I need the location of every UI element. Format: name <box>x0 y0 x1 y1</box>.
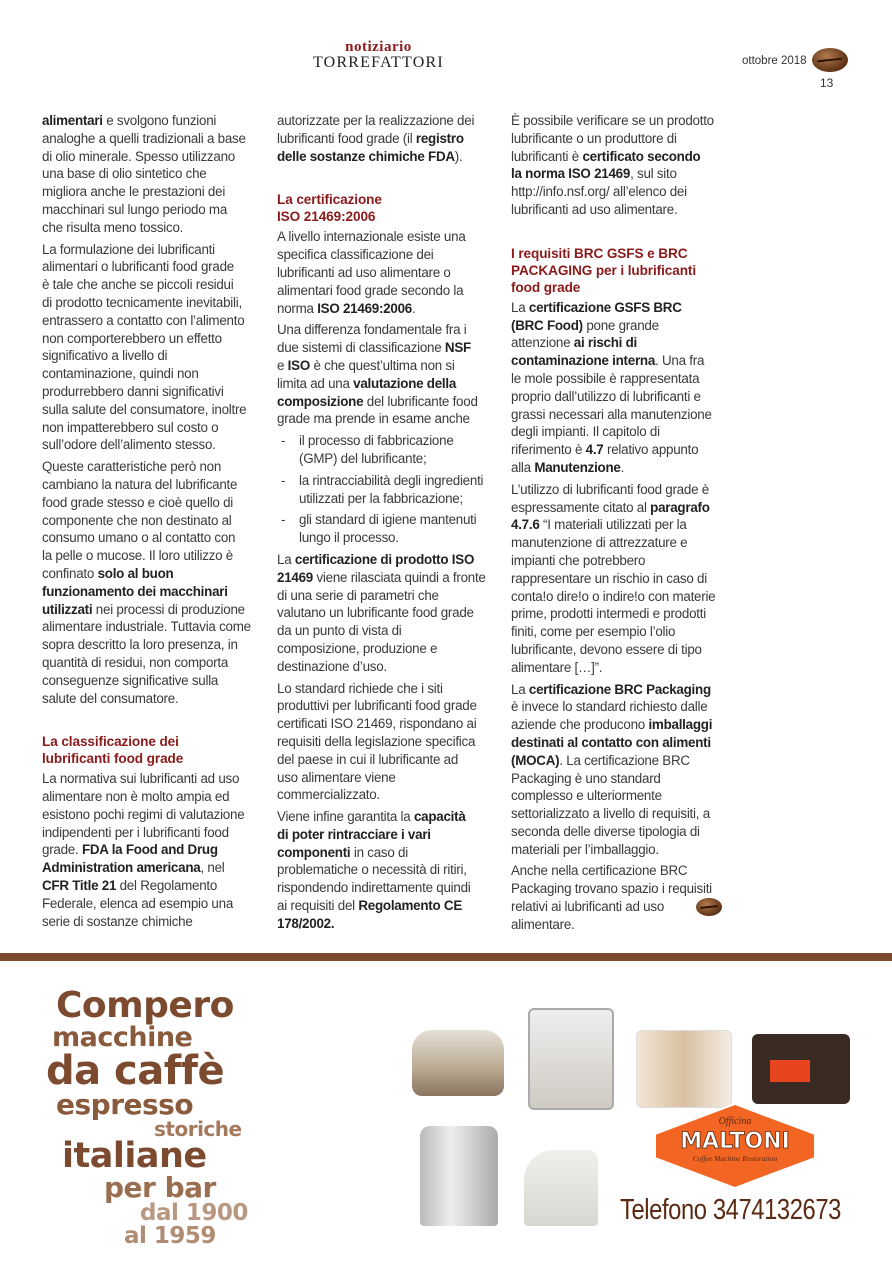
text-line: Federale, elenca ad esempio una <box>42 895 234 911</box>
bold-text: Regolamento CE <box>358 898 462 914</box>
text-line: Lo standard richiede che i siti <box>277 680 443 696</box>
bold-text: imballaggi <box>648 717 713 733</box>
text-line: la rintracciabilità degli ingredienti <box>299 472 484 488</box>
text-line: Packaging è uno standard <box>511 770 661 786</box>
text-line <box>277 130 509 148</box>
text-line: lubrificante o un produttore di <box>511 130 677 146</box>
bold-text: destinati al contatto con alimenti <box>511 734 711 750</box>
text-line: è tale che anche se piccoli residui <box>42 277 234 293</box>
text-line: commercializzato. <box>277 787 380 803</box>
text-line: requisiti della legislazione specifica <box>277 733 476 749</box>
text-line: manutenzione di attrezzature e <box>511 535 688 551</box>
text-line: sopra descritto la loro presenza, in <box>42 637 238 653</box>
end-coffee-bean-icon <box>696 898 722 916</box>
paragraph <box>42 112 274 237</box>
text-line: Anche nella certificazione BRC <box>511 863 688 879</box>
text: e <box>277 357 288 373</box>
text-line: gli standard di igiene mantenuti <box>299 512 477 528</box>
text: . La certificazione BRC <box>559 752 690 768</box>
text: è che quest’ultima non si <box>310 357 455 373</box>
text-line <box>511 681 743 699</box>
text-line: cambiano la natura del lubrificante <box>42 476 238 492</box>
list-bullet: - <box>281 512 286 528</box>
espresso-machine-image-1 <box>412 1030 504 1096</box>
text-line <box>42 565 274 583</box>
text-line: La certificazione <box>277 192 382 208</box>
text-line: produttivi per lubrificanti food grade <box>277 698 477 714</box>
bold-text: funzionamento dei macchinari <box>42 583 228 599</box>
text-line: contaminazione, quindi non <box>42 366 199 382</box>
text: . <box>620 459 625 475</box>
text: , nel <box>200 860 225 876</box>
list-bullet: - <box>281 472 286 488</box>
text-line: consumo umano o al contatto con <box>42 530 236 546</box>
text-line <box>277 393 509 411</box>
bold-text: composizione <box>277 393 364 409</box>
text-line: da un punto di vista di <box>277 623 402 639</box>
text-line <box>277 569 509 587</box>
text-line: A livello internazionale esiste una <box>277 229 466 245</box>
text-line <box>277 915 509 933</box>
logo-top: Officina <box>718 1116 752 1127</box>
text-line: alimentari o lubrificanti food grade <box>42 259 234 275</box>
bold-text: paragrafo <box>650 499 710 515</box>
text-line: alimentare […]”. <box>511 659 603 675</box>
text: . <box>411 300 416 316</box>
text-line: rispondendo indirettamente quindi <box>277 880 471 896</box>
section-heading <box>277 191 509 225</box>
ad-slogan <box>40 985 400 1249</box>
text-line: impianti che potrebbero <box>511 552 646 568</box>
text-line <box>511 499 743 517</box>
text-line: una base di olio sintetico che <box>42 166 207 182</box>
text: ). <box>454 148 463 164</box>
text-line: alimentare. <box>511 916 575 932</box>
bold-text: certificazione di prodotto ISO <box>294 551 475 567</box>
text: del Regolamento <box>116 878 218 894</box>
text: e svolgono funzioni <box>102 113 217 128</box>
text-line <box>511 716 743 734</box>
phone-number: Telefono 3474132673 <box>620 1194 841 1226</box>
text-line: L’utilizzo di lubrificanti food grade è <box>511 481 709 497</box>
text-line: alimentare non è molto ampia ed <box>42 789 230 805</box>
bold-text: (BRC Food) <box>511 317 583 333</box>
text: confinato <box>42 565 98 581</box>
paragraph <box>511 681 743 859</box>
page-number: 13 <box>820 76 834 90</box>
text-line: degli impianti. Il capitolo di <box>511 424 660 440</box>
bold-text: 21469 <box>277 569 313 585</box>
espresso-machine-image-3 <box>636 1030 732 1108</box>
bold-text: utilizzati <box>42 601 93 617</box>
paragraph <box>42 458 274 707</box>
advert-divider <box>0 953 892 961</box>
list-item <box>277 432 509 468</box>
text-line: La formulazione dei lubrificanti <box>42 241 215 257</box>
paragraph <box>511 112 743 219</box>
paragraph <box>277 808 509 933</box>
paragraph <box>511 299 743 477</box>
text-line: rappresentare un rischio in caso di <box>511 570 707 586</box>
text-line <box>277 551 509 569</box>
text-line: La normativa sui lubrificanti ad uso <box>42 771 240 787</box>
text-line: di una serie di parametri che <box>277 587 439 603</box>
text-line: salute del consumatore. <box>42 690 179 706</box>
ad-word-espresso: espresso <box>56 1088 194 1121</box>
text-line: http://info.nsf.org/ all’elenco dei <box>511 184 687 200</box>
text-line <box>511 441 743 459</box>
bold-text: componenti <box>277 844 351 860</box>
text: riferimento è <box>511 442 586 458</box>
text: lubrificanti food grade (il <box>277 130 416 146</box>
text-line <box>511 516 743 534</box>
text-line: macchinari sul lungo periodo ma <box>42 201 228 217</box>
text: del lubrificante food <box>363 393 478 409</box>
text-line: valutano un lubrificante food grade <box>277 605 474 621</box>
text: ai requisiti del <box>277 898 359 914</box>
text-line <box>42 859 274 877</box>
bold-text: ISO <box>287 357 310 373</box>
espresso-machine-image-4 <box>752 1034 850 1104</box>
bold-text: registro <box>415 130 464 146</box>
text-line: prime, prodotti intermedi e prodotti <box>511 606 706 622</box>
text-line: le mole possibile è rappresentata <box>511 370 700 386</box>
ad-word-al-1959: al 1959 <box>124 1223 216 1249</box>
text-line: La classificazione dei <box>42 734 179 750</box>
list-item <box>277 472 509 508</box>
bold-text: di poter rintracciare i vari <box>277 826 431 842</box>
text-line: destinazione d’uso. <box>277 658 387 674</box>
text-line: produrrebbero danni significativi <box>42 383 224 399</box>
text-line: seconda delle diverse tipologia di <box>511 823 700 839</box>
text: norma <box>277 300 318 316</box>
text-line <box>511 148 743 166</box>
text-line: uso alimentare viene <box>277 769 396 785</box>
paragraph <box>277 321 509 428</box>
text-line: quantità di residui, non comporta <box>42 654 229 670</box>
text-line: serie di sostanze chimiche <box>42 913 193 929</box>
text-line <box>511 334 743 352</box>
logo-sub: Coffee Machine Restoration <box>692 1154 778 1163</box>
text-line <box>277 844 509 862</box>
text-line: conta!o dire!o o indire!o con materie <box>511 588 716 604</box>
text-line: utilizzati per la fabbricazione; <box>299 490 463 506</box>
text: La <box>277 551 295 567</box>
text: attenzione <box>511 335 574 351</box>
text-line <box>42 601 274 619</box>
text: in caso di <box>350 844 408 860</box>
text-line: specifica classificazione dei <box>277 247 434 263</box>
text-line: entrassero a contatto con l’alimento <box>42 312 245 328</box>
ad-word-macchine: macchine <box>52 1022 193 1053</box>
text-line <box>277 826 509 844</box>
text-line: lungo il processo. <box>299 530 399 546</box>
paragraph <box>277 551 509 676</box>
article-column-2 <box>277 112 509 937</box>
paragraph <box>277 112 509 165</box>
bold-text: certificato secondo <box>582 148 701 164</box>
bold-text: alimentari <box>42 113 103 128</box>
espresso-machine-image-6 <box>524 1150 598 1226</box>
article-column-1 <box>42 112 274 934</box>
text-line: (GMP) del lubrificante; <box>299 450 427 466</box>
section-heading <box>511 245 743 296</box>
text: alla <box>511 459 535 475</box>
list-bullet: - <box>281 433 286 449</box>
text: pone grande <box>582 317 659 333</box>
text: La <box>511 681 529 697</box>
text-line: grade ma prende in esame anche <box>277 411 470 427</box>
text: La <box>511 299 529 315</box>
text-line <box>511 299 743 317</box>
bold-text: ISO 21469:2006 <box>317 300 412 316</box>
text-line <box>511 317 743 335</box>
text-line <box>277 300 509 318</box>
text-line: conseguenze significative sulla <box>42 672 219 688</box>
text-line: esistono pochi regimi di valutazione <box>42 806 245 822</box>
text-line: sulla salute del consumatore, inoltre <box>42 401 247 417</box>
text-line <box>511 352 743 370</box>
text-line: autorizzate per la realizzazione dei <box>277 113 475 128</box>
text-line <box>511 165 743 183</box>
bold-text: ai rischi di <box>573 335 637 351</box>
ad-word-dal-1900: dal 1900 <box>140 1200 248 1226</box>
text-line: problematiche o necessità di ritiri, <box>277 862 467 878</box>
ad-word-italiane: italiane <box>62 1136 207 1176</box>
text-line: Una differenza fondamentale fra i <box>277 322 467 338</box>
espresso-machine-image-2 <box>528 1008 614 1110</box>
bold-text: Manutenzione <box>534 459 621 475</box>
text-line: di olio minerale. Spesso utilizzano <box>42 148 235 164</box>
text-line: food grade stesso e cioè quello di <box>42 494 234 510</box>
text-line: certificati ISO 21469, rispondano ai <box>277 716 477 732</box>
text-line <box>277 339 509 357</box>
text-line <box>277 808 509 826</box>
paragraph <box>277 228 509 317</box>
text-line: sull’odore dell’alimento stesso. <box>42 437 216 453</box>
bold-text: contaminazione interna <box>511 353 656 369</box>
text: , sul sito <box>630 166 677 182</box>
text-line: grassi necessari alla manutenzione <box>511 406 712 422</box>
bold-text: CFR Title 21 <box>42 878 117 894</box>
bold-text: capacità <box>413 809 466 825</box>
bold-text: la norma ISO 21469 <box>511 166 631 182</box>
ad-word-da-caffe: da caffè <box>46 1048 225 1094</box>
section-heading <box>42 733 274 767</box>
paragraph <box>511 481 743 677</box>
bold-text: NSF <box>444 340 471 356</box>
text: due sistemi di classificazione <box>277 340 445 356</box>
text-line: non comporterebbero un effetto <box>42 330 222 346</box>
ad-word-storiche: storiche <box>154 1117 242 1141</box>
text: “I materiali utilizzati per la <box>539 517 687 533</box>
text-line: PACKAGING per i lubrificanti <box>511 262 697 278</box>
paragraph <box>277 680 509 805</box>
text-line: Packaging trovano spazio i requisiti <box>511 881 712 897</box>
text-line: alimentare industriale. Tuttavia come <box>42 619 251 635</box>
issue-date: ottobre 2018 <box>742 55 807 67</box>
text-line: food grade <box>511 279 581 295</box>
text-line <box>511 459 743 477</box>
text: grade. <box>42 842 82 858</box>
machine-panel <box>770 1060 810 1082</box>
text-line: I requisiti BRC GSFS e BRC <box>511 245 688 261</box>
text-line <box>277 148 509 166</box>
text-line: analoghe a quelli tradizionali a base <box>42 130 246 146</box>
text-line: Queste caratteristiche però non <box>42 459 222 475</box>
text-line: È possibile verificare se un prodotto <box>511 113 714 128</box>
bold-text: (MOCA) <box>511 752 560 768</box>
magazine-logo <box>313 40 444 71</box>
text-line: indipendenti per i lubrificanti food <box>42 824 229 840</box>
paragraph <box>42 241 274 455</box>
coffee-bean-icon <box>812 48 848 72</box>
text: lubrificanti è <box>511 148 583 164</box>
bold-text: certificazione BRC Packaging <box>528 681 711 697</box>
text-line: complesso e ulteriormente <box>511 788 662 804</box>
bold-text: FDA la Food and Drug <box>81 842 218 858</box>
text-line <box>277 375 509 393</box>
text-line: lubrificanti food grade <box>42 751 184 767</box>
text-line: ISO 21469:2006 <box>277 209 376 225</box>
text-line <box>42 841 274 859</box>
text-line <box>511 734 743 752</box>
article-column-3 <box>511 112 743 938</box>
bold-text: valutazione della <box>353 375 457 391</box>
text-line: materiali per l’imballaggio. <box>511 841 659 857</box>
text-line: alimentari food grade secondo la <box>277 282 464 298</box>
text: nei processi di produzione <box>92 601 245 617</box>
text-line: relativi ai lubrificanti ad uso <box>511 899 665 915</box>
list-item <box>277 511 509 547</box>
bold-text: solo al buon <box>97 565 174 581</box>
text-line: finiti, come per esempio l’olio <box>511 624 676 640</box>
text-line <box>42 112 274 130</box>
magazine-logo-name: TORREFATTORI <box>313 54 444 71</box>
text: Viene infine garantita la <box>277 809 414 825</box>
bold-text: certificazione GSFS BRC <box>528 299 682 315</box>
text: aziende che producono <box>511 717 649 733</box>
espresso-machine-image-5 <box>420 1126 498 1226</box>
text: espressamente citato al <box>511 499 651 515</box>
text-line: che risulta meno tossico. <box>42 219 184 235</box>
bold-text: Administration americana <box>42 860 201 876</box>
text-line: significativo a livello di <box>42 348 168 364</box>
bold-text: delle sostanze chimiche FDA <box>277 148 455 164</box>
maltoni-logo <box>655 1104 815 1188</box>
text-line <box>42 877 274 895</box>
text-line: lubrificanti ad uso alimentare. <box>511 201 678 217</box>
bold-text: 178/2002. <box>277 915 335 931</box>
text-line: del paese in cui il lubrificante ad <box>277 751 459 767</box>
text: . Una fra <box>655 353 705 369</box>
text: relativo appunto <box>603 442 699 458</box>
text-line: proprio dall’utilizzo di lubrificanti e <box>511 388 701 404</box>
text: limita ad una <box>277 375 354 391</box>
text-line <box>277 357 509 375</box>
text-line <box>511 752 743 770</box>
ad-word-per-bar: per bar <box>104 1171 216 1204</box>
text: viene rilasciata quindi a fronte <box>313 569 486 585</box>
bold-text: 4.7 <box>585 442 604 458</box>
text-line: non impatterebbero sul costo o <box>42 419 219 435</box>
text-line: lubrificanti ad uso alimentare o <box>277 264 451 280</box>
text-line: settorializzato a livello di requisiti, a <box>511 806 710 822</box>
text-line: migliora anche le prestazioni dei <box>42 184 226 200</box>
text-line: il processo di fabbricazione <box>299 433 454 449</box>
text-line: composizione, produzione e <box>277 640 438 656</box>
magazine-logo-top: notiziario <box>345 39 412 55</box>
paragraph <box>42 770 274 930</box>
text-line <box>42 583 274 601</box>
text-line: componente che non destinato al <box>42 512 232 528</box>
text-line: è invece lo standard richiesto dalle <box>511 699 708 715</box>
ad-word-compero: Compero <box>56 985 234 1026</box>
text-line: la pelle o mucose. Il loro utilizzo è <box>42 548 233 564</box>
text-line <box>277 897 509 915</box>
text-line: di prodotto tecnicamente inevitabili, <box>42 294 242 310</box>
logo-name: MALTONI <box>680 1129 790 1154</box>
bold-text: 4.7.6 <box>511 517 540 533</box>
text-line: lubrificante, devono essere di tipo <box>511 641 702 657</box>
